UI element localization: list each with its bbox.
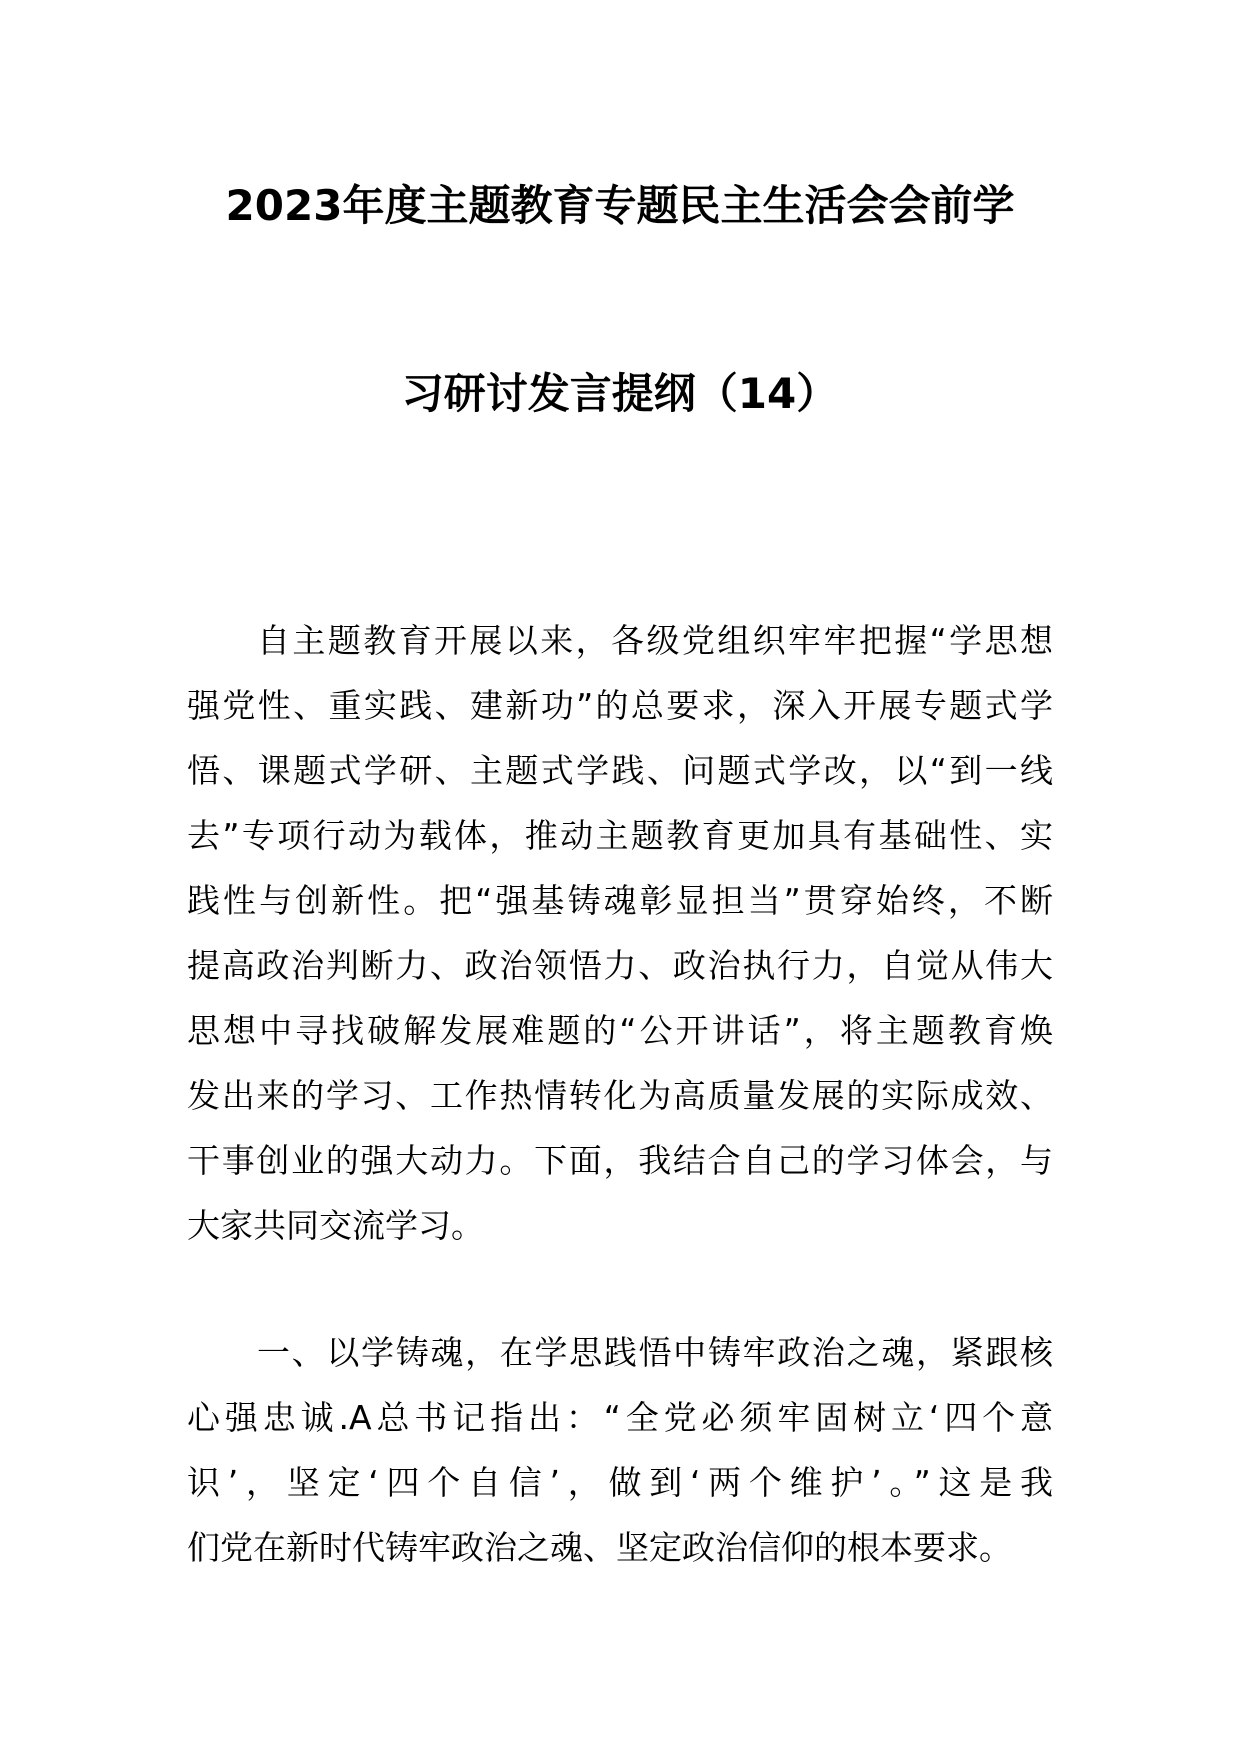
paragraph-line: 自主题教育开展以来，各级党组织牢牢把握“学思想: [257, 621, 1053, 660]
paragraph-intro: [187, 608, 1053, 1258]
paragraph-line: 大家共同交流学习。: [187, 1206, 484, 1245]
document-title-line-1: 2023年度主题教育专题民主生活会会前学: [225, 181, 1015, 230]
paragraph-line: 识’，坚定‘四个自信’，做到‘两个维护’。”这是我: [187, 1463, 1053, 1502]
paragraph-line: 去”专项行动为载体，推动主题教育更加具有基础性、实: [187, 816, 1053, 855]
paragraph-line: 心强忠诚.A总书记指出：“全党必须牢固树立‘四个意: [187, 1398, 1053, 1437]
paragraph-line: 一、以学铸魂，在学思践悟中铸牢政治之魂，紧跟核: [257, 1333, 1053, 1372]
paragraph-line: 们党在新时代铸牢政治之魂、坚定政治信仰的根本要求。: [187, 1528, 1012, 1567]
paragraph-section-one: [187, 1320, 1053, 1580]
paragraph-line: 提高政治判断力、政治领悟力、政治执行力，自觉从伟大: [187, 946, 1053, 985]
paragraph-line: 悟、课题式学研、主题式学践、问题式学改，以“到一线: [187, 751, 1053, 790]
paragraph-line: 践性与创新性。把“强基铸魂彰显担当”贯穿始终，不断: [187, 881, 1053, 920]
document-title-line-2: 习研讨发言提纲（14）: [401, 369, 839, 418]
paragraph-line: 发出来的学习、工作热情转化为高质量发展的实际成效、: [187, 1076, 1053, 1115]
paragraph-line: 强党性、重实践、建新功”的总要求，深入开展专题式学: [187, 686, 1053, 725]
paragraph-line: 干事创业的强大动力。下面，我结合自己的学习体会，与: [187, 1141, 1053, 1180]
paragraph-line: 思想中寻找破解发展难题的“公开讲话”，将主题教育焕: [187, 1011, 1053, 1050]
